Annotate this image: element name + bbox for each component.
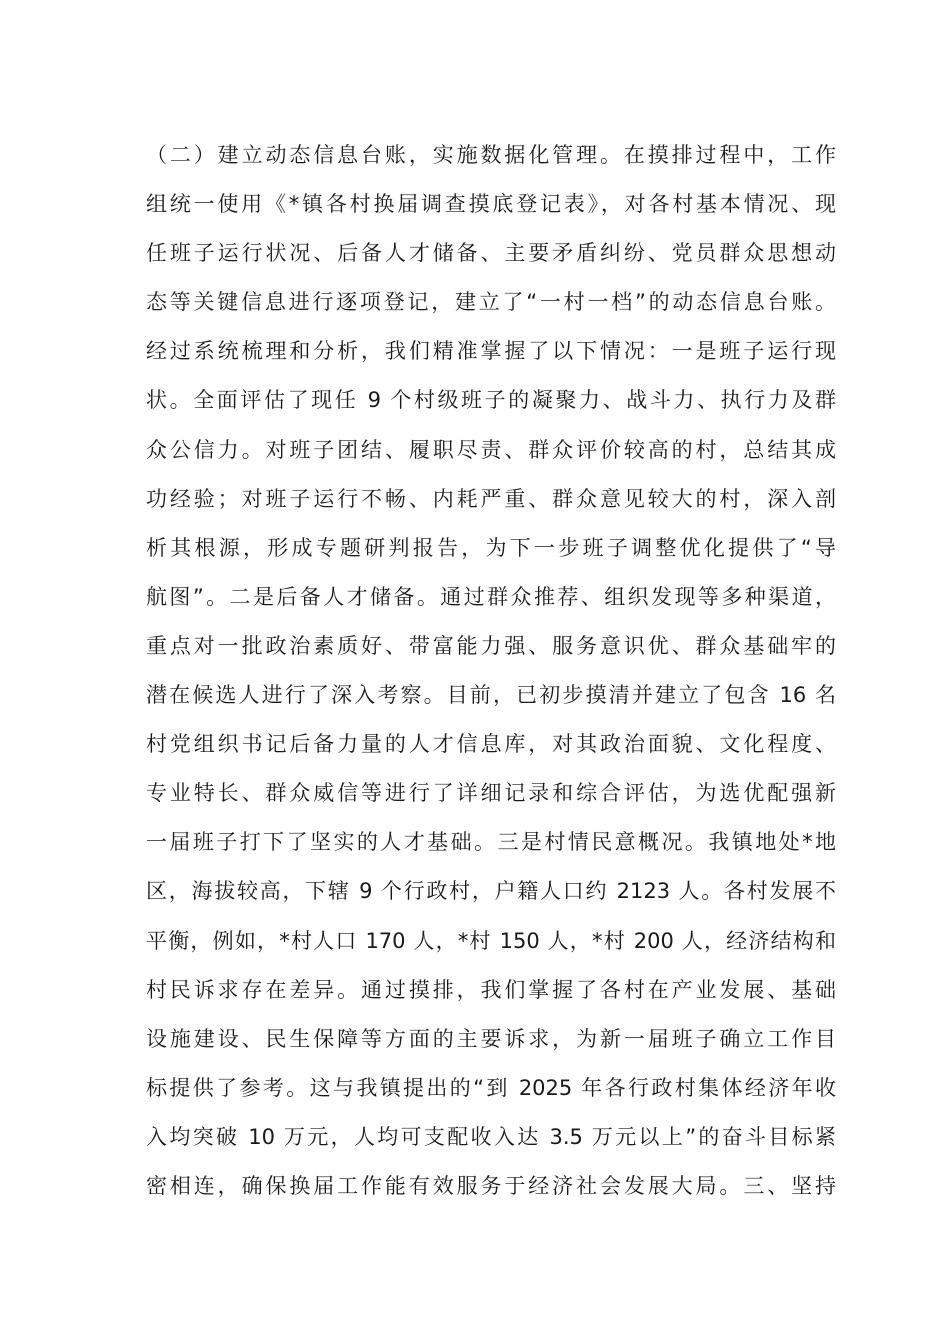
text-line-1: （二）建立动态信息台账，实施数据化管理。在摸排过程中，工作 <box>146 143 836 167</box>
text-line-10: 航图”。二是后备人才储备。通过群众推荐、组织发现等多种渠道， <box>146 584 836 609</box>
body-paragraph <box>146 131 836 1211</box>
text-line-6: 状。全面评估了现任 9 个村级班子的凝聚力、战斗力、执行力及群 <box>146 388 836 413</box>
text-line-11: 重点对一批政治素质好、带富能力强、服务意识优、群众基础牢的 <box>146 633 836 658</box>
text-line-5: 经过系统梳理和分析，我们精准掌握了以下情况：一是班子运行现 <box>146 339 836 364</box>
text-line-8: 功经验；对班子运行不畅、内耗严重、群众意见较大的村，深入剖 <box>146 486 836 511</box>
text-line-9: 析其根源，形成专题研判报告，为下一步班子调整优化提供了“导 <box>146 535 836 560</box>
text-line-15: 一届班子打下了坚实的人才基础。三是村情民意概况。我镇地处*地 <box>146 830 836 855</box>
text-line-4: 态等关键信息进行逐项登记，建立了“一村一档”的动态信息台账。 <box>146 290 836 315</box>
text-line-17: 平衡，例如，*村人口 170 人，*村 150 人，*村 200 人，经济结构和 <box>146 928 836 953</box>
text-line-14: 专业特长、群众威信等进行了详细记录和综合评估，为选优配强新 <box>146 781 836 806</box>
text-line-19: 设施建设、民生保障等方面的主要诉求，为新一届班子确立工作目 <box>146 1026 836 1051</box>
text-line-3: 任班子运行状况、后备人才储备、主要矛盾纠纷、党员群众思想动 <box>146 241 836 266</box>
text-line-18: 村民诉求存在差异。通过摸排，我们掌握了各村在产业发展、基础 <box>146 977 836 1002</box>
text-line-13: 村党组织书记后备力量的人才信息库，对其政治面貌、文化程度、 <box>146 732 836 757</box>
text-line-21: 入均突破 10 万元，人均可支配收入达 3.5 万元以上”的奋斗目标紧 <box>146 1124 836 1149</box>
text-line-22: 密相连，确保换届工作能有效服务于经济社会发展大局。三、坚持 <box>146 1173 836 1198</box>
text-line-7: 众公信力。对班子团结、履职尽责、群众评价较高的村，总结其成 <box>146 437 836 462</box>
text-line-2: 组统一使用《*镇各村换届调查摸底登记表》，对各村基本情况、现 <box>146 192 836 217</box>
text-line-16: 区，海拔较高，下辖 9 个行政村，户籍人口约 2123 人。各村发展不 <box>146 879 836 904</box>
text-line-20: 标提供了参考。这与我镇提出的“到 2025 年各行政村集体经济年收 <box>146 1075 836 1100</box>
text-line-12: 潜在候选人进行了深入考察。目前，已初步摸清并建立了包含 16 名 <box>146 683 836 708</box>
